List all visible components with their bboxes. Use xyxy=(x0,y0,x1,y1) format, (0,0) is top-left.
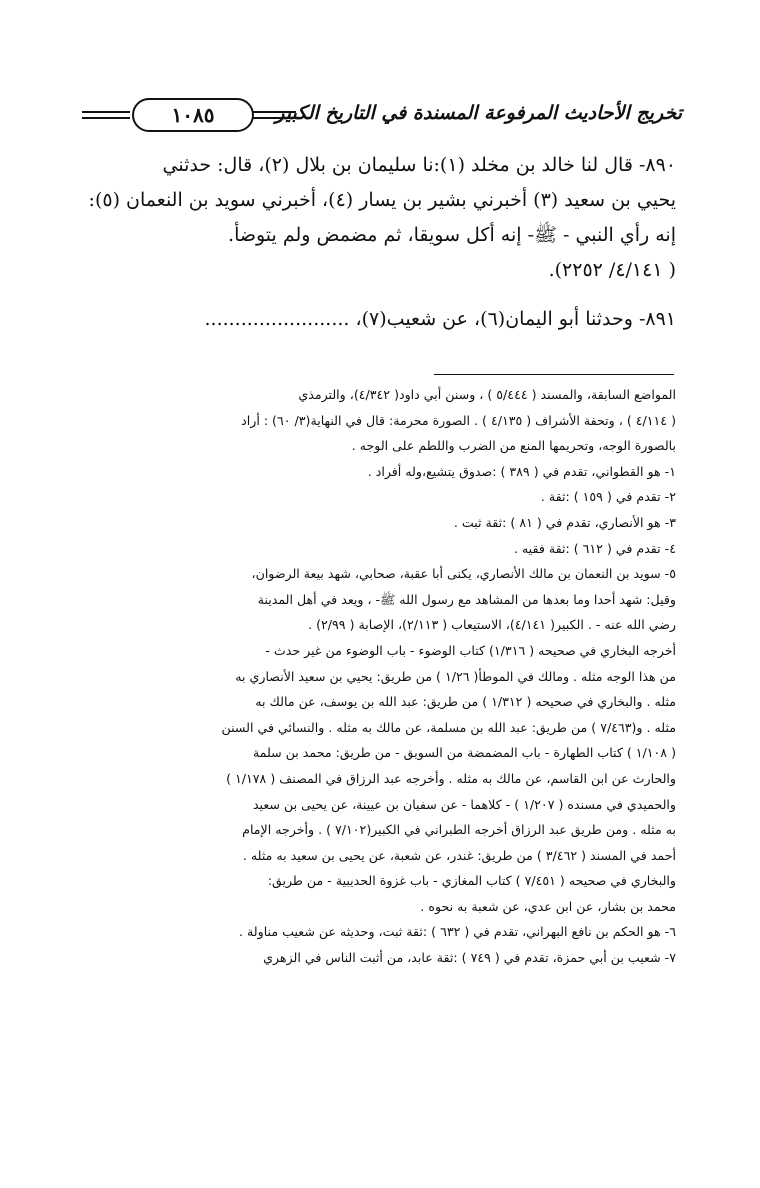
main-text xyxy=(86,148,676,337)
hadith-890-line: يحيي بن سعيد (٣) أخبرني بشير بن يسار (٤)، أخبرني سويد بن النعمان (٥): xyxy=(88,189,676,211)
header-title: تخريج الأحاديث المرفوعة المسندة في التاريخ الكبير xyxy=(275,102,682,124)
header-rule xyxy=(82,117,130,119)
footnote-1: ١- هو القطواني، تقدم في ( ٣٨٩ ) :صدوق يتشيع،وله أفراد . xyxy=(367,463,676,479)
hadith-890-line: إنه رأي النبي - ﷺ- إنه أكل سويقا، ثم مضمض ولم يتوضأ. xyxy=(228,224,676,246)
footnotes xyxy=(86,382,676,971)
header-rule xyxy=(252,117,296,119)
footnote-line: والحميدي في مسنده ( ١/٢٠٧ ) - كلاهما - عن سفيان بن عيينة، عن يحيى بن سعيد xyxy=(252,796,676,812)
header-rule xyxy=(252,111,296,113)
footnote-line: مثله . و(٧/٤٦٣ ) من طريق: عبد الله بن مسلمة، عن مالك به مثله . والنسائي في السنن xyxy=(221,719,676,735)
footnote-line: مثله . والبخاري في صحيحه ( ١/٣١٢ ) من طريق: عبد الله بن يوسف، عن مالك به xyxy=(255,694,676,710)
page-number: ١٠٨٥ xyxy=(132,98,254,132)
footnote-line: وقيل: شهد أحدا وما بعدها من المشاهد مع رسول الله ﷺ- ، ويعد في أهل المدينة xyxy=(257,591,676,607)
footnote-divider xyxy=(434,374,674,375)
footnote-4: ٤- تقدم في ( ٦١٢ ) :ثقة فقيه . xyxy=(513,540,676,556)
footnote-5: ٥- سويد بن النعمان بن مالك الأنصاري، يكنى أبا عقبة، صحابي، شهد بيعة الرضوان، xyxy=(251,566,676,582)
hadith-890-line: ٨٩٠- قال لنا خالد بن مخلد (١):نا سليمان بن بلال (٢)، قال: حدثني xyxy=(162,154,676,176)
footnote-line: به مثله . ومن طريق عبد الرزاق أخرجه الطبراني في الكبير(٧/١٠٢ ) . وأخرجه الإمام xyxy=(242,822,676,838)
footnote-line: أخرجه البخاري في صحيحه ( ١/٣١٦) كتاب الوضوء - باب الوضوء من غير حدث - xyxy=(265,642,676,658)
footnote-line: رضي الله عنه - . الكبير( ٤/١٤١)، الاستيعاب ( ٢/١١٣)، الإصابة ( ٢/٩٩) . xyxy=(308,617,676,633)
hadith-891-line: ٨٩١- وحدثنا أبو اليمان(٦)، عن شعيب(٧)، ........................ xyxy=(204,308,676,330)
header-rule xyxy=(82,111,130,113)
footnote-7: ٧- شعيب بن أبي حمزة، تقدم في ( ٧٤٩ ) :ثقة عابد، من أثبت الناس في الزهري xyxy=(263,950,676,966)
footnote-line: المواضع السابقة، والمسند ( ٥/٤٤٤ ) ، وسنن أبي داود( ٤/٣٤٢)، والترمذي xyxy=(298,387,676,402)
footnote-3: ٣- هو الأنصاري، تقدم في ( ٨١ ) :ثقة ثبت . xyxy=(453,514,676,530)
hadith-890-reference: ( ٤/١٤١/ ٢٢٥٢). xyxy=(548,259,676,281)
footnote-line: محمد بن بشار، عن ابن عدي، عن شعبة به نحوه . xyxy=(420,898,676,914)
footnote-line: والحارث عن ابن القاسم، عن مالك به مثله . وأخرجه عبد الرزاق في المصنف ( ١/١٧٨ ) xyxy=(226,770,676,786)
footnote-2: ٢- تقدم في ( ١٥٩ ) :ثقة . xyxy=(540,489,676,505)
footnote-6: ٦- هو الحكم بن نافع البهراني، تقدم في ( ٦٣٢ ) :ثقة ثبت، وحديثه عن شعيب مناولة . xyxy=(239,924,676,940)
footnote-line: أحمد في المسند ( ٣/٤٦٢ ) من طريق: غندر، عن شعبة، عن يحيى بن سعيد به مثله . xyxy=(242,847,676,863)
footnote-line: بالصورة الوجه، وتحريمها المنع من الضرب واللطم على الوجه . xyxy=(351,438,676,454)
footnote-line: والبخاري في صحيحه ( ٧/٤٥١ ) كتاب المغازي - باب غزوة الحديبية - من طريق: xyxy=(267,873,676,889)
footnote-line: ( ٤/١١٤ ) ، وتحفة الأشراف ( ٤/١٣٥ ) . الصورة محرمة: قال في النهاية(٣/ ٦٠) : أراد xyxy=(241,412,676,428)
running-header xyxy=(82,96,682,140)
footnote-line: من هذا الوجه مثله . ومالك في الموطأ( ١/٢٦ ) من طريق: يحيي بن سعيد الأنصاري به xyxy=(235,668,676,684)
footnote-line: ( ١/١٠٨ ) كتاب الطهارة - باب المضمضة من السويق - من طريق: محمد بن سلمة xyxy=(252,745,676,761)
